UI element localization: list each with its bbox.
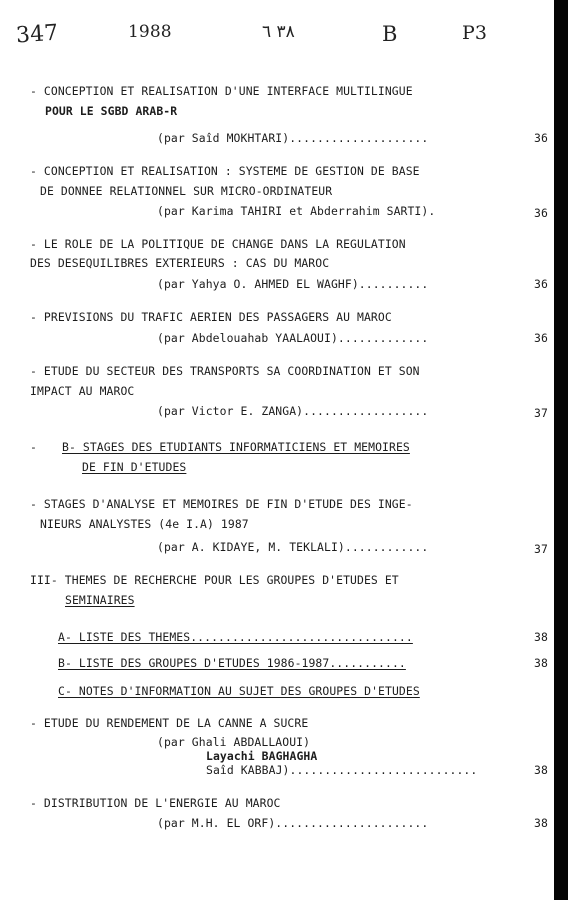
page-number: 36	[534, 206, 548, 220]
page-number: 37	[534, 406, 548, 420]
entry-title-cont: DE DONNEE RELATIONNEL SUR MICRO-ORDINATEUR	[40, 184, 333, 198]
chapter-heading-text: III- THEMES DE RECHERCHE POUR LES GROUPES D'ETUDES ET	[30, 573, 399, 587]
subsection-heading: B- LISTE DES GROUPES D'ETUDES 1986-1987...........	[58, 656, 406, 670]
entry-title-cont: DES DESEQUILIBRES EXTERIEURS : CAS DU MAROC	[30, 256, 330, 270]
page-number: 38	[534, 630, 548, 644]
page-number: 38	[534, 816, 548, 830]
entry-title: - ETUDE DU RENDEMENT DE LA CANNE A SUCRE	[30, 716, 309, 730]
entry-title: - STAGES D'ANALYSE ET MEMOIRES DE FIN D'ETUDE DES INGE-	[30, 497, 413, 511]
entry-author: (par A. KIDAYE, M. TEKLALI)............	[157, 540, 429, 554]
page-number: 36	[534, 277, 548, 291]
entry-title-cont: IMPACT AU MAROC	[30, 384, 135, 398]
entry-title: - ETUDE DU SECTEUR DES TRANSPORTS SA COORDINATION ET SON	[30, 364, 420, 378]
entry-title: - LE ROLE DE LA POLITIQUE DE CHANGE DANS LA REGULATION	[30, 237, 406, 251]
entry-title: - PREVISIONS DU TRAFIC AERIEN DES PASSAGERS AU MAROC	[30, 310, 392, 324]
page-number: 36	[534, 131, 548, 145]
page-number: 38	[534, 763, 548, 777]
entry-title: - DISTRIBUTION DE L'ENERGIE AU MAROC	[30, 796, 281, 810]
entry-author: (par Saîd MOKHTARI)....................	[157, 131, 429, 145]
section-heading-cont: DE FIN D'ETUDES	[82, 460, 187, 474]
chapter-heading	[30, 573, 399, 587]
handwritten-mark: ٣٨ ٦	[262, 22, 295, 42]
subsection-heading: A- LISTE DES THEMES................................	[58, 630, 413, 644]
scan-edge-bar	[554, 0, 568, 900]
entry-title: - CONCEPTION ET REALISATION : SYSTEME DE GESTION DE BASE	[30, 164, 420, 178]
entry-author: (par Abdelouahab YAALAOUI).............	[157, 331, 429, 345]
entry-author-cont: Layachi BAGHAGHA	[206, 749, 318, 763]
entry-title: - CONCEPTION ET REALISATION D'UNE INTERFACE MULTILINGUE	[30, 84, 413, 98]
handwritten-mark: 1988	[128, 22, 172, 42]
handwritten-mark: B	[382, 22, 398, 46]
entry-title-cont: POUR LE SGBD ARAB-R	[45, 104, 178, 118]
page-number: 36	[534, 331, 548, 345]
handwritten-mark: 347	[15, 20, 60, 49]
entry-author: (par Karima TAHIRI et Abderrahim SARTI).	[157, 204, 436, 218]
subsection-heading: C- NOTES D'INFORMATION AU SUJET DES GROUPES D'ETUDES	[58, 684, 420, 698]
entry-author: (par Yahya O. AHMED EL WAGHF)..........	[157, 277, 429, 291]
section-heading: B- STAGES DES ETUDIANTS INFORMATICIENS ET MEMOIRES	[62, 440, 410, 454]
handwritten-mark: P3	[462, 22, 488, 44]
page-number: 37	[534, 542, 548, 556]
page-number: 38	[534, 656, 548, 670]
entry-author-cont: Saîd KABBAJ)...........................	[206, 763, 478, 777]
entry-title-cont: NIEURS ANALYSTES (4e I.A) 1987	[40, 517, 249, 531]
chapter-heading-cont: SEMINAIRES	[65, 593, 135, 607]
entry-author: (par Ghali ABDALLAOUI)	[157, 735, 311, 749]
section-dash: -	[30, 440, 37, 454]
entry-author: (par Victor E. ZANGA)..................	[157, 404, 429, 418]
entry-author: (par M.H. EL ORF)......................	[157, 816, 429, 830]
